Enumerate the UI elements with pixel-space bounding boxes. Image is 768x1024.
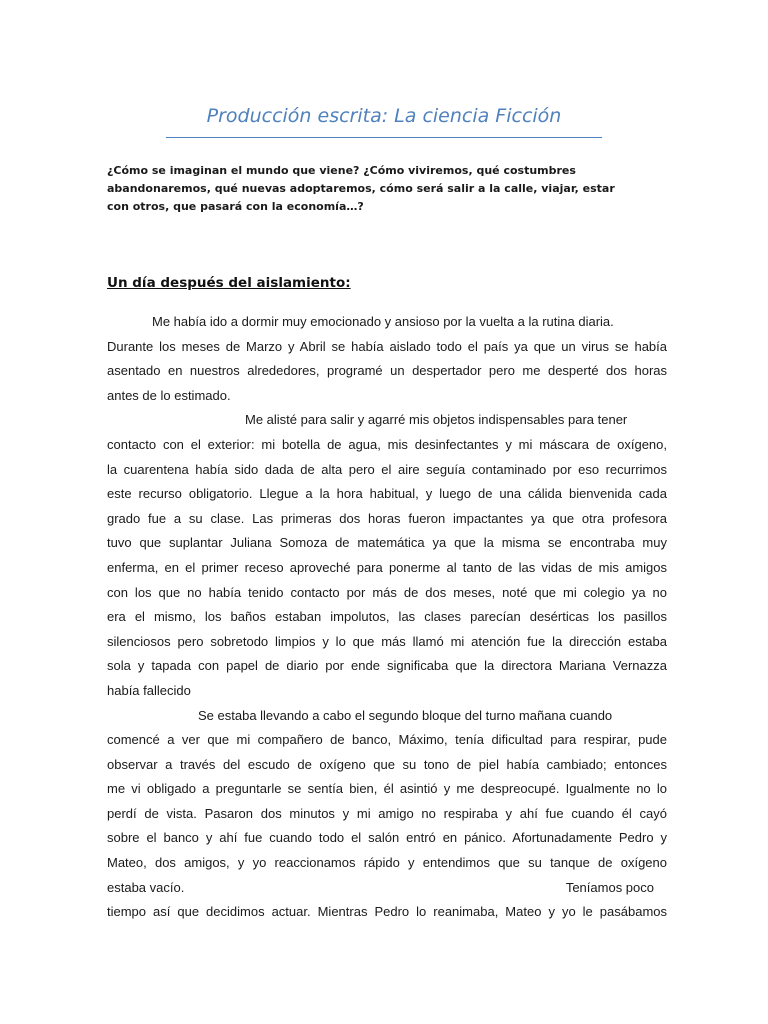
- body-line: este recurso obligatorio. Llegue a la hora habitual, y luego de una cálida bienvenida cada: [107, 486, 667, 502]
- body-line: Me alisté para salir y agarré mis objetos indispensables para tener: [245, 412, 628, 428]
- body-line-split: [107, 876, 667, 901]
- body-line: antes de lo estimado.: [107, 387, 231, 403]
- body-line: asentado en nuestros alrededores, programé un despertador pero me desperté dos horas: [107, 363, 667, 379]
- body-line: era el mismo, los baños estaban impolutos, las clases parecían desérticas los pasillos: [107, 609, 667, 625]
- body-line: sobre el banco y ahí fue cuando todo el salón entró en pánico. Afortunadamente Pedro y: [107, 830, 667, 846]
- body-line: Me había ido a dormir muy emocionado y ansioso por la vuelta a la rutina diaria.: [152, 314, 614, 329]
- body-line-start: estaba vacío.: [107, 879, 185, 895]
- body-line: silenciosos pero sobretodo limpios y lo que más llamó mi atención fue la dirección estaba: [107, 633, 667, 649]
- body-line: contacto con el exterior: mi botella de agua, mis desinfectantes y mi máscara de oxígeno,: [107, 436, 667, 452]
- body-line: había fallecido: [107, 682, 191, 698]
- body-line: la cuarentena había sido dada de alta pero el aire seguía contaminado por eso recurrimos: [107, 461, 667, 477]
- body-line: perdí de vista. Pasaron dos minutos y mi amigo no respiraba y ahí fue cuando él cayó: [107, 805, 667, 821]
- body-line: enferma, en el primer receso aproveché para ponerme al tanto de las vidas de mis amigos: [107, 559, 667, 575]
- body-line: Durante los meses de Marzo y Abril se había aislado todo el país ya que un virus se había: [107, 338, 667, 354]
- body-line: tuvo que suplantar Juliana Somoza de matemática ya que la misma se encontraba muy: [107, 535, 667, 551]
- body-line: grado fue a su clase. Las primeras dos horas fueron impactantes ya que otra profesora: [107, 510, 667, 526]
- body-line: me vi obligado a preguntarle se sentía bien, él asintió y me despreocupé. Igualmente no lo: [107, 781, 667, 797]
- body-line: tiempo así que decidimos actuar. Mientras Pedro lo reanimaba, Mateo y yo le pasábamos: [107, 904, 667, 920]
- story-body: [107, 310, 667, 925]
- document-title: Producción escrita: La ciencia Ficción: [206, 105, 562, 127]
- writing-prompt: ¿Cómo se imaginan el mundo que viene? ¿Cómo viviremos, qué costumbres abandonaremos, qué nuevas adoptaremos, cómo será salir a la calle, viajar, estar con otros, que pasará con la economía…?: [107, 164, 615, 213]
- section-heading: Un día después del aislamiento:: [107, 275, 351, 291]
- body-line: con los que no había tenido contacto por más de dos meses, noté que mi colegio ya no: [107, 584, 667, 600]
- body-line: observar a través del escudo de oxígeno que su tono de piel había cambiado; entonces: [107, 756, 667, 772]
- body-line-end: Teníamos poco: [565, 879, 654, 895]
- title-underline-rule: [166, 137, 602, 138]
- body-line: comencé a ver que mi compañero de banco, Máximo, tenía dificultad para respirar, pude: [107, 732, 667, 748]
- body-line: Mateo, dos amigos, y yo reaccionamos rápido y entendimos que su tanque de oxígeno: [107, 855, 667, 871]
- body-line: sola y tapada con papel de diario por ende significaba que la directora Mariana Vernazza: [107, 658, 667, 674]
- body-line: Se estaba llevando a cabo el segundo bloque del turno mañana cuando: [198, 707, 613, 723]
